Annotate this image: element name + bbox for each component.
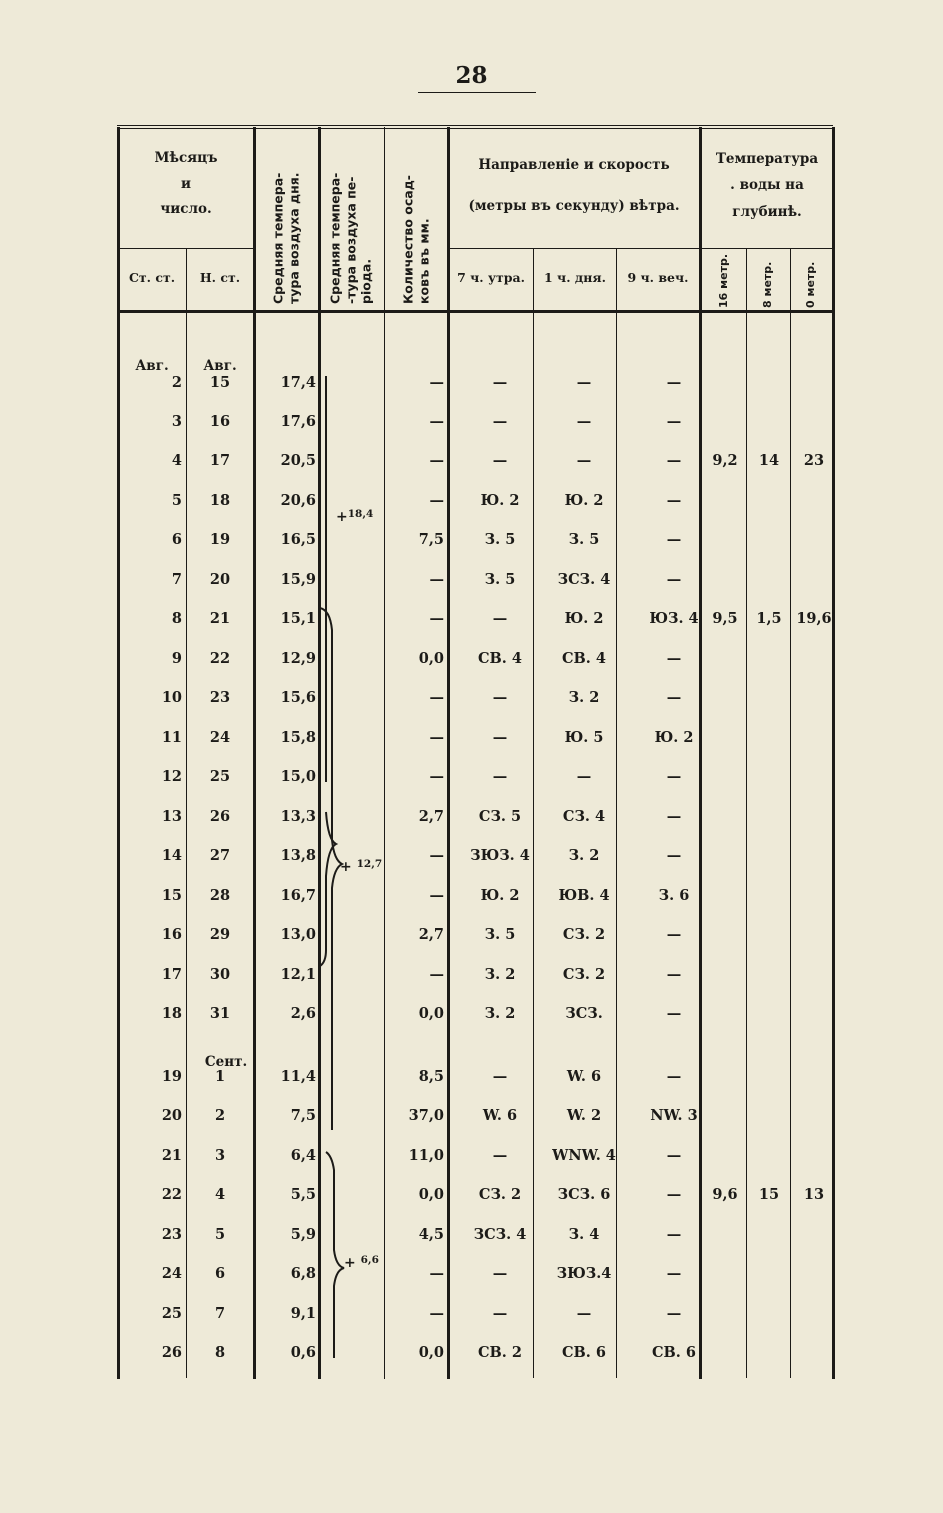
- wind-1pm-cell: ЗСЗ.: [565, 1005, 603, 1022]
- col-divider: [186, 248, 187, 1378]
- wind-9pm-cell: —: [666, 531, 682, 548]
- wind-7am-cell: —: [492, 413, 508, 430]
- wind-1pm-cell: З. 5: [568, 531, 600, 548]
- precipitation-cell: —: [429, 492, 444, 509]
- precipitation-cell: —: [429, 966, 444, 983]
- avg-day-temp-cell: 12,9: [280, 650, 316, 667]
- wind-1pm-cell: З. 4: [568, 1226, 600, 1243]
- avg-day-temp-cell: 11,4: [280, 1068, 316, 1085]
- water-temp-group-header: Температура . воды на глубинѣ.: [715, 151, 819, 220]
- col-divider: [790, 248, 791, 1378]
- wind-1pm-cell: ЗЮЗ.4: [556, 1265, 612, 1282]
- wind-7am-cell: ЗСЗ. 4: [473, 1226, 527, 1243]
- col-divider: [746, 248, 747, 1378]
- old-style-day-cell: 4: [171, 452, 182, 469]
- period-value-2: + $^{12,7}$: [340, 858, 383, 875]
- wind-7am-cell: З. 2: [484, 1005, 516, 1022]
- water-temp-16m-cell: 9,2: [712, 452, 738, 469]
- page-number: 28: [455, 62, 488, 89]
- old-style-day-cell: 3: [171, 413, 182, 430]
- wind-1pm-cell: W. 6: [566, 1068, 602, 1085]
- new-style-day-cell: 21: [209, 610, 231, 627]
- wind-9pm-cell: —: [666, 689, 682, 706]
- wind-7am-cell: ЗЮЗ. 4: [470, 847, 530, 864]
- wind-9pm-cell: —: [666, 926, 682, 943]
- precipitation-cell: 11,0: [408, 1147, 444, 1164]
- avg-day-temp-cell: 17,4: [280, 374, 316, 391]
- wind-9pm-cell: —: [666, 492, 682, 509]
- avg-day-temp-cell: 15,8: [280, 729, 316, 746]
- wind-9pm-cell: —: [666, 1226, 682, 1243]
- avg-day-temp-cell: 15,6: [280, 689, 316, 706]
- old-style-day-cell: 23: [161, 1226, 182, 1243]
- new-style-day-cell: 23: [209, 689, 231, 706]
- avg-day-temp-cell: 5,5: [290, 1186, 316, 1203]
- wind-1-header: 1 ч. дня.: [544, 270, 606, 285]
- precipitation-cell: 0,0: [418, 650, 444, 667]
- wind-9pm-cell: —: [666, 808, 682, 825]
- wind-1pm-cell: СЗ. 2: [562, 966, 606, 983]
- wind-1pm-cell: СЗ. 2: [562, 926, 606, 943]
- avg-day-temp-cell: 5,9: [290, 1226, 316, 1243]
- wind-9pm-cell: —: [666, 571, 682, 588]
- wind-7am-cell: —: [492, 768, 508, 785]
- wind-9pm-cell: —: [666, 1265, 682, 1282]
- new-style-day-cell: 29: [209, 926, 231, 943]
- old-style-day-cell: 25: [161, 1305, 182, 1322]
- month-label-new-aug: Авг.: [203, 358, 237, 374]
- old-style-day-cell: 11: [161, 729, 182, 746]
- wind-1pm-cell: СВ. 4: [562, 650, 606, 667]
- new-style-day-cell: 17: [209, 452, 231, 469]
- new-style-day-cell: 30: [209, 966, 231, 983]
- wind-7am-cell: З. 5: [484, 531, 516, 548]
- header-rule: [447, 248, 833, 249]
- month-label-new-sep: Сент.: [204, 1054, 248, 1070]
- avg-day-temp-cell: 6,4: [290, 1147, 316, 1164]
- wind-9pm-cell: —: [666, 1147, 682, 1164]
- wind-9pm-cell: —: [666, 413, 682, 430]
- new-style-day-cell: 26: [209, 808, 231, 825]
- precipitation-cell: —: [429, 689, 444, 706]
- wind-9pm-cell: —: [666, 650, 682, 667]
- precipitation-cell: —: [429, 1265, 444, 1282]
- precipitation-cell: —: [429, 847, 444, 864]
- new-style-day-cell: 2: [214, 1107, 226, 1124]
- old-style-day-cell: 13: [161, 808, 182, 825]
- precipitation-cell: —: [429, 571, 444, 588]
- wind-7am-cell: —: [492, 1265, 508, 1282]
- precipitation-cell: 2,7: [418, 926, 444, 943]
- depth-0-header: 0 метр.: [804, 261, 818, 308]
- precipitation-cell: 7,5: [418, 531, 444, 548]
- precipitation-cell: —: [429, 768, 444, 785]
- wind-7am-cell: —: [492, 729, 508, 746]
- avg-period-temp-header: Средняя темпера- -тура воздуха пе- ріода.: [327, 172, 374, 304]
- wind-1pm-cell: —: [576, 768, 592, 785]
- old-style-day-cell: 18: [161, 1005, 182, 1022]
- new-style-day-cell: 15: [209, 374, 231, 391]
- water-temp-8m-cell: 1,5: [756, 610, 782, 627]
- old-style-day-cell: 15: [161, 887, 182, 904]
- precipitation-cell: —: [429, 374, 444, 391]
- period-value-3: + $^{6,6}$: [344, 1254, 379, 1271]
- precipitation-cell: —: [429, 610, 444, 627]
- avg-day-temp-cell: 7,5: [290, 1107, 316, 1124]
- wind-7am-cell: —: [492, 689, 508, 706]
- period-value-1: +$^{18,4}$: [336, 508, 374, 525]
- water-temp-16m-cell: 9,5: [712, 610, 738, 627]
- old-style-day-cell: 10: [161, 689, 182, 706]
- avg-day-temp-cell: 16,7: [280, 887, 316, 904]
- wind-7am-cell: СЗ. 5: [478, 808, 522, 825]
- new-style-day-cell: 19: [209, 531, 231, 548]
- wind-9pm-cell: —: [666, 374, 682, 391]
- precipitation-cell: 8,5: [418, 1068, 444, 1085]
- avg-day-temp-header: Средняя темпера- тура воздуха дня.: [270, 172, 301, 304]
- water-temp-0m-cell: 19,6: [796, 610, 832, 627]
- avg-day-temp-cell: 17,6: [280, 413, 316, 430]
- wind-group-header-line2: (метры въ секунду) вѣтра.: [468, 198, 680, 214]
- month-label-old-aug: Авг.: [135, 358, 169, 374]
- old-style-day-cell: 22: [161, 1186, 182, 1203]
- new-style-day-cell: 20: [209, 571, 231, 588]
- wind-7am-cell: —: [492, 1305, 508, 1322]
- water-temp-8m-cell: 15: [758, 1186, 780, 1203]
- old-style-day-cell: 14: [161, 847, 182, 864]
- old-style-day-cell: 26: [161, 1344, 182, 1361]
- precipitation-cell: 37,0: [408, 1107, 444, 1124]
- precipitation-cell: 2,7: [418, 808, 444, 825]
- avg-day-temp-cell: 15,1: [280, 610, 316, 627]
- new-style-day-cell: 24: [209, 729, 231, 746]
- avg-day-temp-cell: 15,0: [280, 768, 316, 785]
- wind-9pm-cell: —: [666, 768, 682, 785]
- old-style-day-cell: 7: [171, 571, 182, 588]
- precipitation-cell: —: [429, 413, 444, 430]
- precipitation-cell: —: [429, 452, 444, 469]
- new-style-day-cell: 4: [214, 1186, 226, 1203]
- old-style-day-cell: 19: [161, 1068, 182, 1085]
- old-style-day-cell: 5: [171, 492, 182, 509]
- water-temp-0m-cell: 23: [803, 452, 825, 469]
- precipitation-cell: 0,0: [418, 1186, 444, 1203]
- wind-9pm-cell: —: [666, 847, 682, 864]
- wind-1pm-cell: СВ. 6: [562, 1344, 606, 1361]
- wind-9pm-cell: —: [666, 966, 682, 983]
- avg-day-temp-cell: 13,3: [280, 808, 316, 825]
- old-style-day-cell: 2: [171, 374, 182, 391]
- old-style-day-cell: 24: [161, 1265, 182, 1282]
- avg-day-temp-cell: 12,1: [280, 966, 316, 983]
- table-left-border: [117, 127, 120, 1379]
- precipitation-cell: 0,0: [418, 1344, 444, 1361]
- wind-9pm-cell: З. 6: [658, 887, 690, 904]
- wind-9-header: 9 ч. веч.: [627, 270, 689, 285]
- wind-1pm-cell: Ю. 2: [564, 492, 604, 509]
- wind-7am-cell: —: [492, 1068, 508, 1085]
- wind-9pm-cell: Ю. 2: [654, 729, 694, 746]
- old-style-day-cell: 17: [161, 966, 182, 983]
- new-style-day-cell: 3: [214, 1147, 226, 1164]
- avg-day-temp-cell: 20,5: [280, 452, 316, 469]
- wind-1pm-cell: СЗ. 4: [562, 808, 606, 825]
- avg-day-temp-cell: 20,6: [280, 492, 316, 509]
- wind-9pm-cell: —: [666, 1305, 682, 1322]
- wind-7am-cell: З. 5: [484, 926, 516, 943]
- precipitation-cell: —: [429, 729, 444, 746]
- avg-day-temp-cell: 6,8: [290, 1265, 316, 1282]
- new-style-day-cell: 31: [209, 1005, 231, 1022]
- wind-7am-cell: Ю. 2: [480, 492, 520, 509]
- old-style-header: Ст. ст.: [128, 270, 176, 285]
- new-style-day-cell: 18: [209, 492, 231, 509]
- wind-7am-cell: —: [492, 610, 508, 627]
- wind-1pm-cell: Ю. 5: [564, 729, 604, 746]
- table-top-rule: [117, 125, 833, 129]
- wind-9pm-cell: —: [666, 1186, 682, 1203]
- water-temp-16m-cell: 9,6: [712, 1186, 738, 1203]
- old-style-day-cell: 6: [171, 531, 182, 548]
- old-style-day-cell: 12: [161, 768, 182, 785]
- wind-9pm-cell: ЮЗ. 4: [649, 610, 699, 627]
- wind-1pm-cell: Ю. 2: [564, 610, 604, 627]
- wind-7am-cell: —: [492, 374, 508, 391]
- avg-day-temp-cell: 13,0: [280, 926, 316, 943]
- new-style-day-cell: 28: [209, 887, 231, 904]
- month-group-header: Мѣсяцъ и число.: [154, 150, 218, 218]
- header-bottom-rule: [117, 310, 833, 313]
- wind-1pm-cell: З. 2: [568, 847, 600, 864]
- water-temp-0m-cell: 13: [803, 1186, 825, 1203]
- period-brace-3: [326, 1152, 344, 1358]
- wind-1pm-cell: —: [576, 1305, 592, 1322]
- wind-7am-cell: СВ. 4: [478, 650, 522, 667]
- water-temp-8m-cell: 14: [758, 452, 780, 469]
- wind-group-header-line1: Направленіе и скорость: [478, 157, 670, 173]
- old-style-day-cell: 21: [161, 1147, 182, 1164]
- precipitation-cell: 4,5: [418, 1226, 444, 1243]
- new-style-header: Н. ст.: [199, 270, 241, 285]
- new-style-day-cell: 27: [209, 847, 231, 864]
- new-style-day-cell: 7: [214, 1305, 226, 1322]
- old-style-day-cell: 16: [161, 926, 182, 943]
- wind-7am-cell: З. 5: [484, 571, 516, 588]
- avg-day-temp-cell: 9,1: [290, 1305, 316, 1322]
- precipitation-cell: —: [429, 1305, 444, 1322]
- old-style-day-cell: 9: [171, 650, 182, 667]
- wind-1pm-cell: W. 2: [566, 1107, 602, 1124]
- wind-1pm-cell: З. 2: [568, 689, 600, 706]
- wind-7am-cell: Ю. 2: [480, 887, 520, 904]
- wind-1pm-cell: ЮВ. 4: [558, 887, 610, 904]
- wind-1pm-cell: WNW. 4: [552, 1147, 616, 1164]
- precip-header: Количество осад- ковъ въ мм.: [400, 175, 431, 304]
- new-style-day-cell: 25: [209, 768, 231, 785]
- period-brace-2: [320, 608, 342, 1130]
- new-style-day-cell: 16: [209, 413, 231, 430]
- wind-7am-cell: СВ. 2: [478, 1344, 522, 1361]
- wind-1pm-cell: ЗСЗ. 6: [557, 1186, 611, 1203]
- header-rule: [117, 248, 253, 249]
- wind-9pm-cell: NW. 3: [650, 1107, 698, 1124]
- depth-16-header: 16 метр.: [717, 253, 731, 308]
- wind-7am-cell: СЗ. 2: [478, 1186, 522, 1203]
- wind-9pm-cell: —: [666, 1068, 682, 1085]
- wind-7am-cell: —: [492, 452, 508, 469]
- wind-1pm-cell: ЗСЗ. 4: [557, 571, 611, 588]
- new-style-day-cell: 5: [214, 1226, 226, 1243]
- wind-1pm-cell: —: [576, 374, 592, 391]
- wind-7am-cell: З. 2: [484, 966, 516, 983]
- old-style-day-cell: 20: [161, 1107, 182, 1124]
- wind-1pm-cell: —: [576, 413, 592, 430]
- old-style-day-cell: 8: [171, 610, 182, 627]
- precipitation-cell: —: [429, 887, 444, 904]
- avg-day-temp-cell: 15,9: [280, 571, 316, 588]
- wind-7am-cell: —: [492, 1147, 508, 1164]
- wind-7am-cell: W. 6: [482, 1107, 518, 1124]
- avg-day-temp-cell: 13,8: [280, 847, 316, 864]
- col-divider: [447, 127, 450, 1379]
- wind-7-header: 7 ч. утра.: [457, 270, 525, 285]
- new-style-day-cell: 1: [214, 1068, 226, 1085]
- avg-day-temp-cell: 16,5: [280, 531, 316, 548]
- avg-day-temp-cell: 0,6: [290, 1344, 316, 1361]
- new-style-day-cell: 22: [209, 650, 231, 667]
- depth-8-header: 8 метр.: [761, 261, 775, 308]
- wind-9pm-cell: —: [666, 452, 682, 469]
- page-number-rule: [418, 92, 536, 93]
- precipitation-cell: 0,0: [418, 1005, 444, 1022]
- new-style-day-cell: 8: [214, 1344, 226, 1361]
- avg-day-temp-cell: 2,6: [290, 1005, 316, 1022]
- new-style-day-cell: 6: [214, 1265, 226, 1282]
- wind-1pm-cell: —: [576, 452, 592, 469]
- wind-9pm-cell: —: [666, 1005, 682, 1022]
- wind-9pm-cell: СВ. 6: [652, 1344, 696, 1361]
